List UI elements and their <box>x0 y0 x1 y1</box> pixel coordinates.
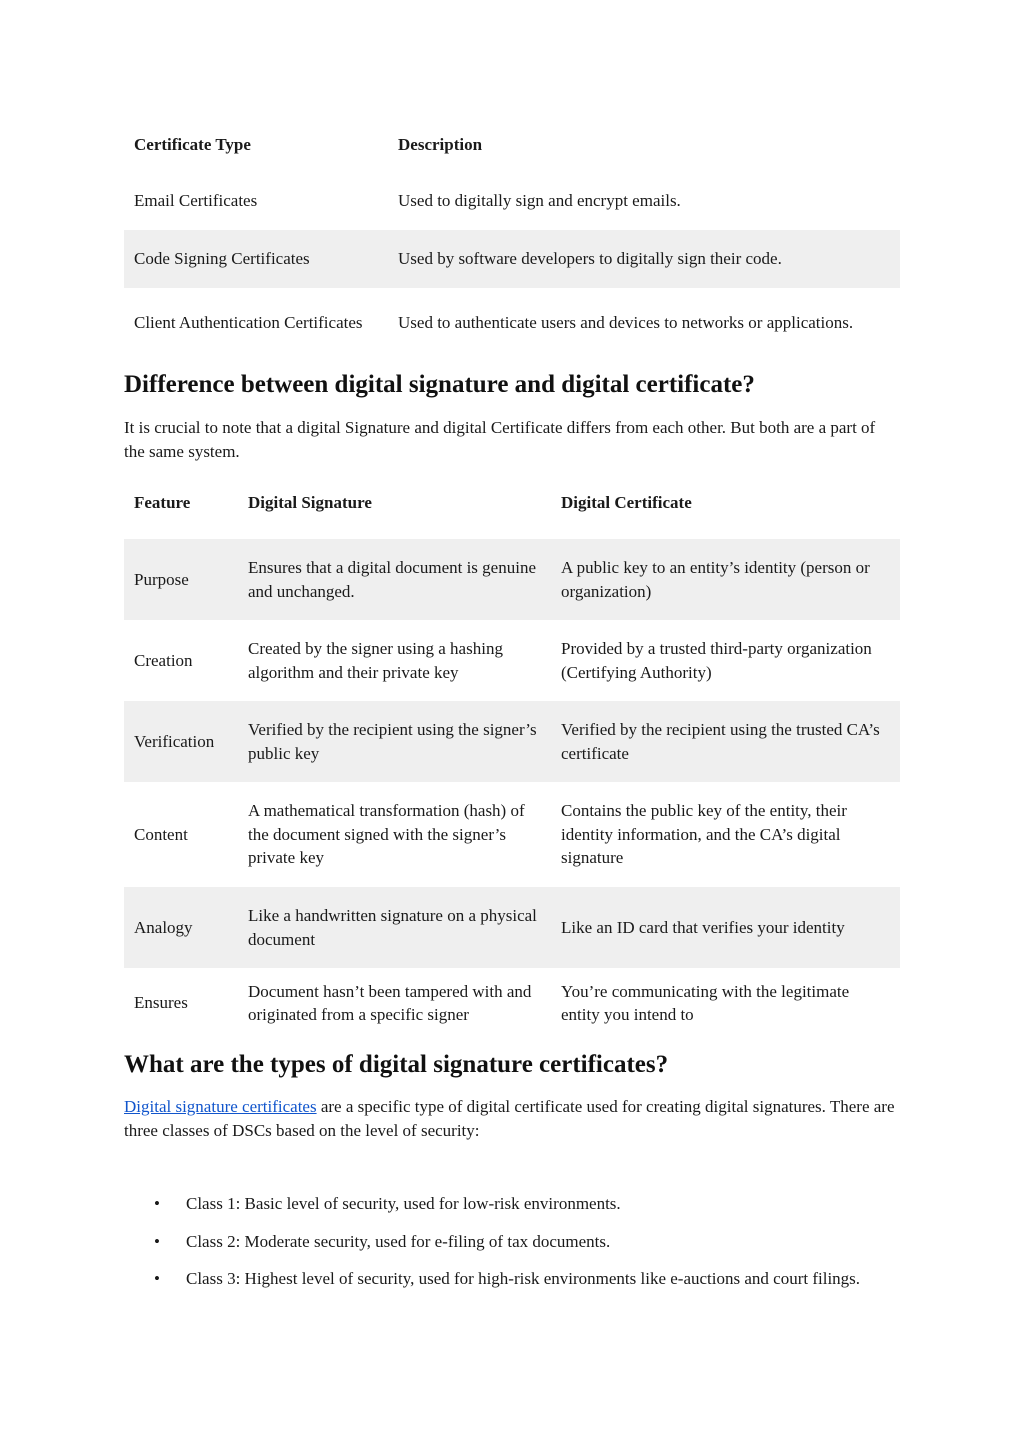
table-row <box>124 968 900 1038</box>
cell-feature: Purpose <box>124 539 238 620</box>
bullet-icon: • <box>154 1194 160 1213</box>
cell-certificate: Like an ID card that verifies your identity <box>551 887 900 968</box>
list-item-text: Class 3: Highest level of security, used for high-risk environments like e-auctions and court filings. <box>186 1269 861 1288</box>
section-heading-difference: Difference between digital signature and digital certificate? <box>124 371 755 398</box>
cell-signature: Verified by the recipient using the signer’s public key <box>238 701 551 782</box>
cell-feature: Content <box>134 824 188 844</box>
header-description: Description <box>398 135 483 155</box>
cell-description: Used to digitally sign and encrypt emails. <box>398 191 681 211</box>
cell-type: Client Authentication Certificates <box>134 313 363 333</box>
list-item-text: Class 2: Moderate security, used for e-filing of tax documents. <box>186 1231 611 1251</box>
list-item <box>124 1192 900 1216</box>
header-digital-certificate: Digital Certificate <box>561 493 692 513</box>
table-row <box>124 701 900 782</box>
list-item <box>124 1267 900 1291</box>
dsc-class-list <box>124 1192 900 1291</box>
certificate-types-table <box>124 118 900 358</box>
cell-certificate: Contains the public key of the entity, their identity information, and the CA’s digital signature <box>561 801 847 868</box>
cell-certificate: A public key to an entity’s identity (person or organization) <box>551 539 900 620</box>
table-row <box>124 539 900 620</box>
header-certificate-type: Certificate Type <box>134 135 251 155</box>
table-row <box>124 288 900 358</box>
table-row <box>124 620 900 701</box>
header-digital-signature: Digital Signature <box>248 493 372 513</box>
table-header-row <box>124 467 900 539</box>
cell-signature: Ensures that a digital document is genuine and unchanged. <box>238 539 551 620</box>
table-row <box>124 230 900 288</box>
cell-feature: Verification <box>124 701 238 782</box>
cell-description: Used by software developers to digitally sign their code. <box>388 230 900 288</box>
cell-feature: Ensures <box>134 993 188 1013</box>
section-paragraph-types <box>124 1095 900 1142</box>
cell-signature: Like a handwritten signature on a physical document <box>238 887 551 968</box>
comparison-table <box>124 467 900 1038</box>
cell-type: Email Certificates <box>134 191 258 211</box>
cell-signature: A mathematical transformation (hash) of the document signed with the signer’s private key <box>248 801 525 868</box>
cell-signature: Created by the signer using a hashing algorithm and their private key <box>248 639 503 682</box>
bullet-icon: • <box>154 1231 160 1251</box>
table-row <box>124 782 900 887</box>
table-header-row <box>124 118 900 172</box>
list-item-text: Class 1: Basic level of security, used for low-risk environments. <box>186 1194 621 1213</box>
document-page <box>124 118 900 1305</box>
section-paragraph-difference: It is crucial to note that a digital Signature and digital Certificate differs from each other. But both are a part of the same system. <box>124 418 876 461</box>
cell-feature: Analogy <box>124 887 238 968</box>
cell-certificate: Verified by the recipient using the trusted CA’s certificate <box>551 701 900 782</box>
table-row <box>124 887 900 968</box>
section-heading-types: What are the types of digital signature certificates? <box>124 1051 669 1078</box>
header-feature: Feature <box>134 493 191 513</box>
list-item <box>124 1230 900 1254</box>
dsc-link[interactable]: Digital signature certificates <box>124 1097 317 1116</box>
cell-certificate: Provided by a trusted third-party organization (Certifying Authority) <box>561 639 872 682</box>
paragraph-text: are a specific type of digital certificate used for creating digital signatures. There are three classes of DSCs based on the level of security: <box>124 1097 895 1140</box>
cell-signature: Document hasn’t been tampered with and originated from a specific signer <box>248 981 532 1024</box>
cell-type: Code Signing Certificates <box>124 230 388 288</box>
cell-certificate: You’re communicating with the legitimate entity you intend to <box>561 981 850 1024</box>
table-row <box>124 172 900 230</box>
cell-feature: Creation <box>134 650 193 670</box>
cell-description: Used to authenticate users and devices to networks or applications. <box>398 313 854 333</box>
bullet-icon: • <box>154 1269 160 1288</box>
